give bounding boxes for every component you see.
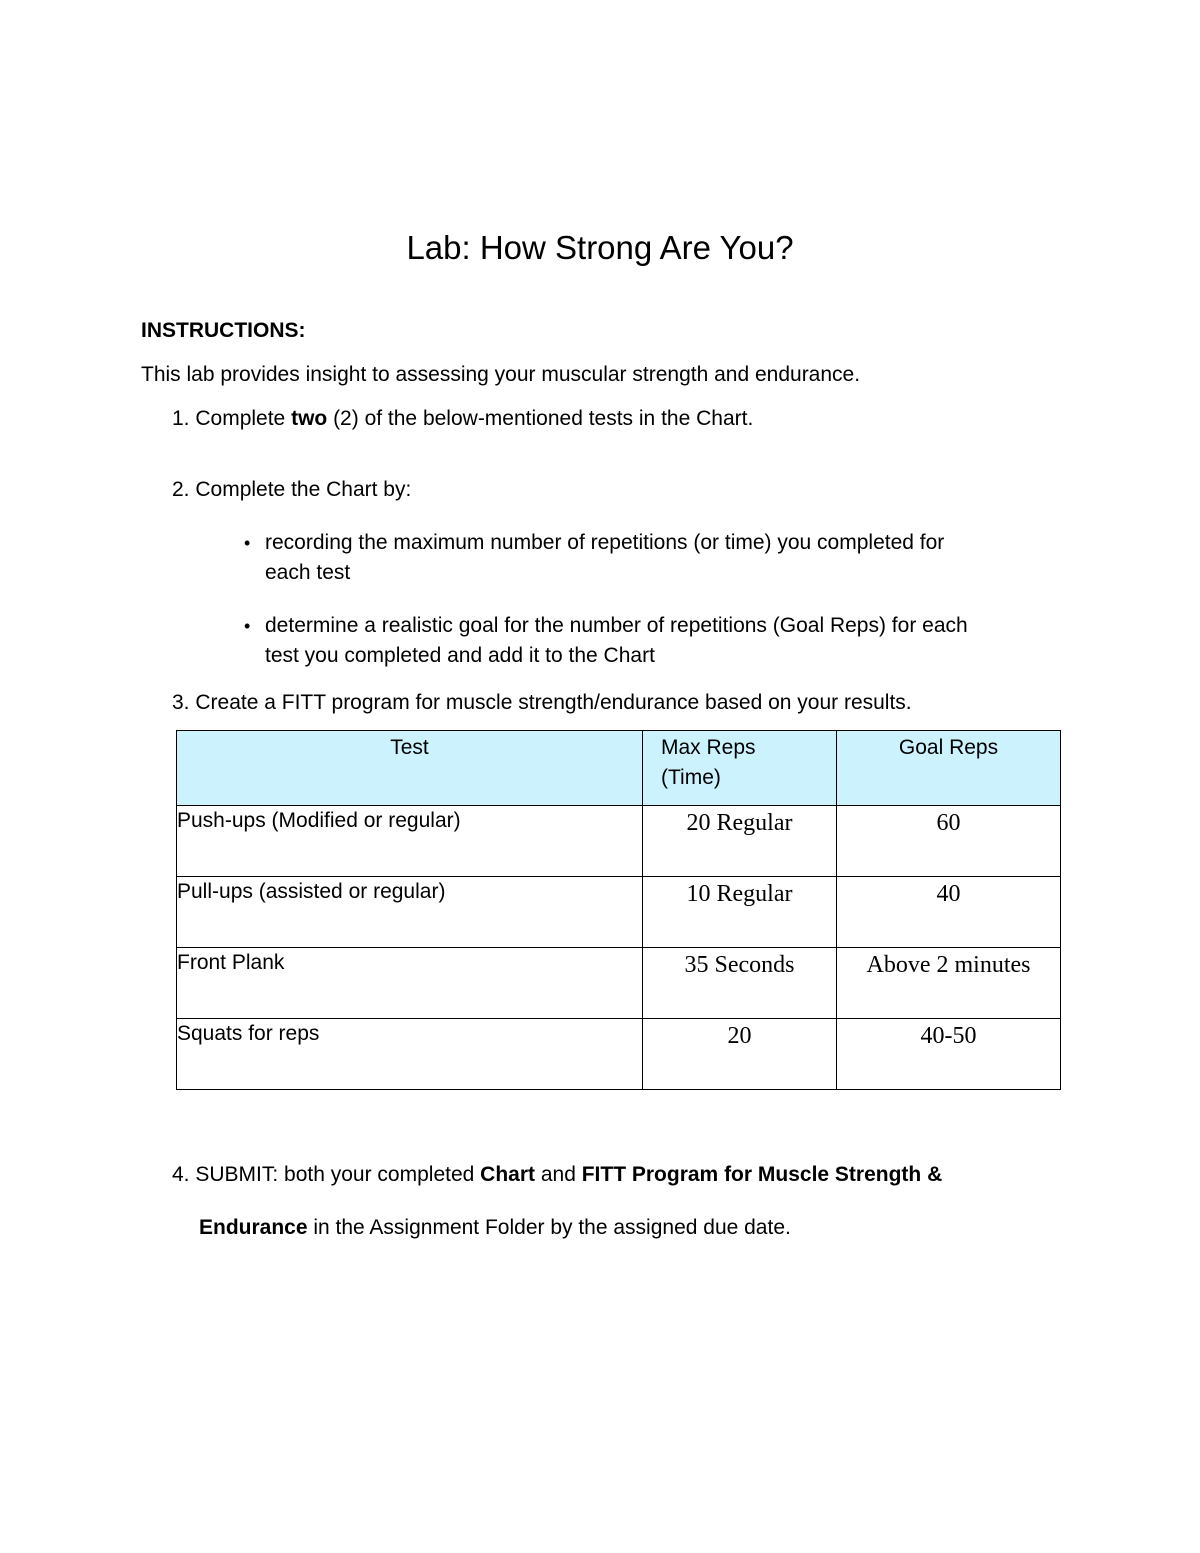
bullet-1-line-2: each test	[265, 561, 351, 584]
step-4-bold-fitt: FITT Program for Muscle Strength &	[581, 1163, 943, 1186]
table-row	[177, 948, 1061, 1019]
step-3	[172, 688, 912, 718]
cell-goal-reps: 40-50	[837, 1019, 1061, 1090]
step-2-number: 2.	[172, 478, 190, 501]
cell-goal-reps: 60	[837, 806, 1061, 877]
instructions-heading: INSTRUCTIONS:	[141, 319, 306, 342]
cell-test: Push-ups (Modified or regular)	[177, 806, 643, 877]
bullet-1	[265, 528, 944, 588]
cell-goal-reps: 40	[837, 877, 1061, 948]
step-4-line-1	[172, 1160, 942, 1190]
step-4-mid: and	[535, 1163, 582, 1186]
table-row	[177, 1019, 1061, 1090]
bullet-2-line-2: test you completed and add it to the Chart	[265, 644, 655, 667]
cell-max-reps: 35 Seconds	[643, 948, 837, 1019]
step-1	[172, 404, 753, 434]
step-1-bold: two	[291, 407, 328, 430]
step-1-number: 1.	[172, 407, 190, 430]
step-2-text: Complete the Chart by:	[195, 478, 412, 501]
cell-max-reps: 20 Regular	[643, 806, 837, 877]
step-2	[172, 475, 411, 505]
step-4-line-2	[199, 1213, 791, 1243]
header-test-label: Test	[390, 736, 429, 759]
header-max-reps-label	[643, 731, 836, 795]
bullet-2	[265, 611, 968, 671]
header-max-line-2: (Time)	[661, 766, 721, 789]
step-4-bold-endurance: Endurance	[199, 1216, 308, 1239]
bullet-1-dot: •	[244, 533, 251, 553]
cell-max-reps: 10 Regular	[643, 877, 837, 948]
step-1-post: (2) of the below-mentioned tests in the Chart.	[327, 407, 754, 430]
step-4-bold-chart: Chart	[480, 1163, 535, 1186]
step-4-post: in the Assignment Folder by the assigned due date.	[307, 1216, 791, 1239]
step-4-number: 4.	[172, 1163, 190, 1186]
header-test	[177, 731, 643, 806]
bullet-2-dot: •	[244, 616, 251, 636]
bullet-1-line-1: recording the maximum number of repetitions (or time) you completed for	[265, 531, 945, 554]
cell-goal-reps: Above 2 minutes	[837, 948, 1061, 1019]
table-row	[177, 877, 1061, 948]
bullet-2-line-1: determine a realistic goal for the number of repetitions (Goal Reps) for each	[265, 614, 968, 637]
cell-test: Squats for reps	[177, 1019, 643, 1090]
step-3-text: Create a FITT program for muscle strength/endurance based on your results.	[195, 691, 912, 714]
step-3-number: 3.	[172, 691, 190, 714]
chart-header-row	[177, 731, 1061, 806]
cell-max-reps: 20	[643, 1019, 837, 1090]
header-goal-reps	[837, 731, 1061, 806]
page-title: Lab: How Strong Are You?	[406, 229, 794, 266]
results-chart	[176, 730, 1061, 1090]
step-4-pre: SUBMIT: both your completed	[195, 1163, 481, 1186]
header-max-line-1: Max Reps	[661, 736, 756, 759]
header-max-reps	[643, 731, 837, 806]
cell-test: Front Plank	[177, 948, 643, 1019]
step-1-pre: Complete	[195, 407, 292, 430]
header-goal-label: Goal Reps	[898, 736, 999, 759]
intro-text: This lab provides insight to assessing your muscular strength and endurance.	[141, 363, 861, 386]
table-row	[177, 806, 1061, 877]
cell-test: Pull-ups (assisted or regular)	[177, 877, 643, 948]
